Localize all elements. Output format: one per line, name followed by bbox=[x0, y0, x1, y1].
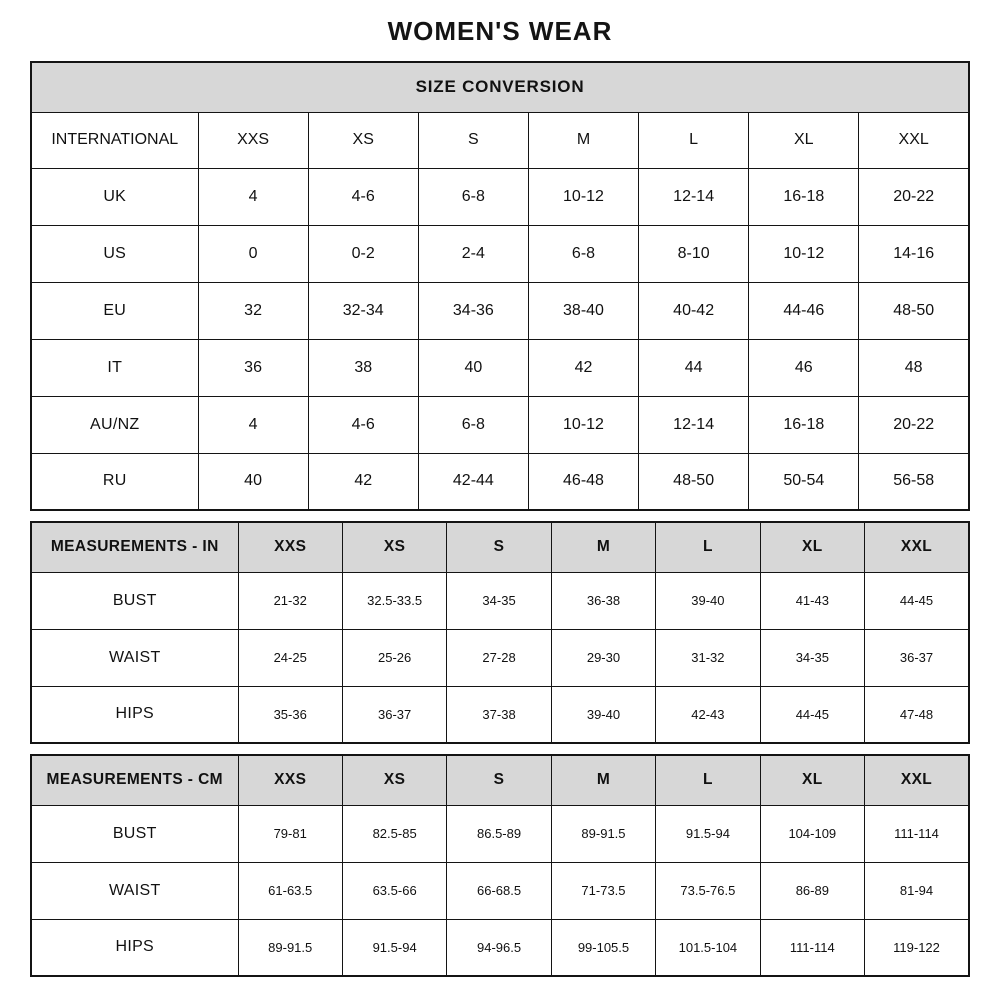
value-cell: 36-37 bbox=[342, 686, 446, 743]
column-header: L bbox=[639, 112, 749, 168]
value-cell: 39-40 bbox=[551, 686, 655, 743]
column-header: XS bbox=[342, 755, 446, 805]
row-label: AU/NZ bbox=[31, 396, 198, 453]
value-cell: 39-40 bbox=[656, 572, 760, 629]
value-cell: 38 bbox=[308, 339, 418, 396]
value-cell: 73.5-76.5 bbox=[656, 862, 760, 919]
value-cell: 10-12 bbox=[528, 168, 638, 225]
value-cell: 6-8 bbox=[418, 168, 528, 225]
value-cell: 86.5-89 bbox=[447, 805, 551, 862]
value-cell: 14-16 bbox=[859, 225, 969, 282]
column-header: XL bbox=[749, 112, 859, 168]
table-header-row bbox=[31, 112, 969, 168]
value-cell: 6-8 bbox=[418, 396, 528, 453]
value-cell: 36-37 bbox=[865, 629, 969, 686]
value-cell: 82.5-85 bbox=[342, 805, 446, 862]
value-cell: 32 bbox=[198, 282, 308, 339]
row-label: RU bbox=[31, 453, 198, 510]
value-cell: 32.5-33.5 bbox=[342, 572, 446, 629]
value-cell: 35-36 bbox=[238, 686, 342, 743]
value-cell: 36 bbox=[198, 339, 308, 396]
value-cell: 46 bbox=[749, 339, 859, 396]
value-cell: 24-25 bbox=[238, 629, 342, 686]
value-cell: 10-12 bbox=[749, 225, 859, 282]
value-cell: 0 bbox=[198, 225, 308, 282]
column-header: XL bbox=[760, 522, 864, 572]
value-cell: 42-43 bbox=[656, 686, 760, 743]
value-cell: 91.5-94 bbox=[656, 805, 760, 862]
value-cell: 48-50 bbox=[639, 453, 749, 510]
table-header-row bbox=[31, 522, 969, 572]
value-cell: 42 bbox=[528, 339, 638, 396]
value-cell: 41-43 bbox=[760, 572, 864, 629]
column-header: XL bbox=[760, 755, 864, 805]
value-cell: 40 bbox=[418, 339, 528, 396]
value-cell: 31-32 bbox=[656, 629, 760, 686]
value-cell: 40-42 bbox=[639, 282, 749, 339]
value-cell: 25-26 bbox=[342, 629, 446, 686]
value-cell: 4-6 bbox=[308, 168, 418, 225]
value-cell: 16-18 bbox=[749, 168, 859, 225]
value-cell: 61-63.5 bbox=[238, 862, 342, 919]
value-cell: 44-45 bbox=[760, 686, 864, 743]
row-label: HIPS bbox=[31, 686, 238, 743]
column-header: M bbox=[528, 112, 638, 168]
value-cell: 104-109 bbox=[760, 805, 864, 862]
value-cell: 50-54 bbox=[749, 453, 859, 510]
value-cell: 44 bbox=[639, 339, 749, 396]
table-row bbox=[31, 453, 969, 510]
row-label: BUST bbox=[31, 572, 238, 629]
table-header-row bbox=[31, 755, 969, 805]
row-label: UK bbox=[31, 168, 198, 225]
row-label: WAIST bbox=[31, 629, 238, 686]
value-cell: 91.5-94 bbox=[342, 919, 446, 976]
measurements-in-table bbox=[30, 521, 970, 744]
column-header: L bbox=[656, 755, 760, 805]
value-cell: 36-38 bbox=[551, 572, 655, 629]
value-cell: 8-10 bbox=[639, 225, 749, 282]
column-header: XXS bbox=[238, 755, 342, 805]
value-cell: 44-46 bbox=[749, 282, 859, 339]
value-cell: 79-81 bbox=[238, 805, 342, 862]
value-cell: 12-14 bbox=[639, 168, 749, 225]
value-cell: 40 bbox=[198, 453, 308, 510]
value-cell: 12-14 bbox=[639, 396, 749, 453]
row-label: BUST bbox=[31, 805, 238, 862]
value-cell: 2-4 bbox=[418, 225, 528, 282]
table-row bbox=[31, 629, 969, 686]
value-cell: 34-36 bbox=[418, 282, 528, 339]
table-row bbox=[31, 919, 969, 976]
column-header: L bbox=[656, 522, 760, 572]
table-row bbox=[31, 805, 969, 862]
column-header: S bbox=[447, 755, 551, 805]
value-cell: 27-28 bbox=[447, 629, 551, 686]
value-cell: 48 bbox=[859, 339, 969, 396]
value-cell: 42-44 bbox=[418, 453, 528, 510]
column-header: XS bbox=[342, 522, 446, 572]
value-cell: 111-114 bbox=[760, 919, 864, 976]
value-cell: 32-34 bbox=[308, 282, 418, 339]
value-cell: 66-68.5 bbox=[447, 862, 551, 919]
row-label: WAIST bbox=[31, 862, 238, 919]
row-label: US bbox=[31, 225, 198, 282]
value-cell: 101.5-104 bbox=[656, 919, 760, 976]
value-cell: 89-91.5 bbox=[238, 919, 342, 976]
column-header: XXL bbox=[865, 755, 969, 805]
column-header: XXL bbox=[859, 112, 969, 168]
size-conversion-table bbox=[30, 61, 970, 511]
row-label: HIPS bbox=[31, 919, 238, 976]
value-cell: 34-35 bbox=[447, 572, 551, 629]
value-cell: 20-22 bbox=[859, 396, 969, 453]
table-title-row bbox=[31, 62, 969, 112]
column-header: XXS bbox=[238, 522, 342, 572]
value-cell: 56-58 bbox=[859, 453, 969, 510]
value-cell: 4-6 bbox=[308, 396, 418, 453]
row-label: IT bbox=[31, 339, 198, 396]
column-header: M bbox=[551, 755, 655, 805]
value-cell: 44-45 bbox=[865, 572, 969, 629]
value-cell: 63.5-66 bbox=[342, 862, 446, 919]
table-header-label: MEASUREMENTS - IN bbox=[31, 522, 238, 572]
table-row bbox=[31, 282, 969, 339]
value-cell: 71-73.5 bbox=[551, 862, 655, 919]
row-label: EU bbox=[31, 282, 198, 339]
value-cell: 4 bbox=[198, 168, 308, 225]
column-header: S bbox=[447, 522, 551, 572]
value-cell: 48-50 bbox=[859, 282, 969, 339]
measurements-cm-table bbox=[30, 754, 970, 977]
table-row bbox=[31, 572, 969, 629]
value-cell: 10-12 bbox=[528, 396, 638, 453]
table-header-label: INTERNATIONAL bbox=[31, 112, 198, 168]
value-cell: 20-22 bbox=[859, 168, 969, 225]
table-row bbox=[31, 686, 969, 743]
value-cell: 94-96.5 bbox=[447, 919, 551, 976]
value-cell: 34-35 bbox=[760, 629, 864, 686]
column-header: XXL bbox=[865, 522, 969, 572]
value-cell: 46-48 bbox=[528, 453, 638, 510]
table-row bbox=[31, 396, 969, 453]
value-cell: 42 bbox=[308, 453, 418, 510]
table-row bbox=[31, 862, 969, 919]
value-cell: 111-114 bbox=[865, 805, 969, 862]
value-cell: 6-8 bbox=[528, 225, 638, 282]
column-header: XXS bbox=[198, 112, 308, 168]
value-cell: 16-18 bbox=[749, 396, 859, 453]
value-cell: 38-40 bbox=[528, 282, 638, 339]
value-cell: 81-94 bbox=[865, 862, 969, 919]
table-row bbox=[31, 168, 969, 225]
table-row bbox=[31, 225, 969, 282]
value-cell: 21-32 bbox=[238, 572, 342, 629]
value-cell: 0-2 bbox=[308, 225, 418, 282]
value-cell: 119-122 bbox=[865, 919, 969, 976]
table-title: SIZE CONVERSION bbox=[31, 62, 969, 112]
value-cell: 86-89 bbox=[760, 862, 864, 919]
column-header: M bbox=[551, 522, 655, 572]
column-header: XS bbox=[308, 112, 418, 168]
value-cell: 47-48 bbox=[865, 686, 969, 743]
value-cell: 4 bbox=[198, 396, 308, 453]
table-row bbox=[31, 339, 969, 396]
table-header-label: MEASUREMENTS - CM bbox=[31, 755, 238, 805]
value-cell: 89-91.5 bbox=[551, 805, 655, 862]
value-cell: 29-30 bbox=[551, 629, 655, 686]
value-cell: 99-105.5 bbox=[551, 919, 655, 976]
page-title: WOMEN'S WEAR bbox=[387, 16, 613, 46]
value-cell: 37-38 bbox=[447, 686, 551, 743]
column-header: S bbox=[418, 112, 528, 168]
